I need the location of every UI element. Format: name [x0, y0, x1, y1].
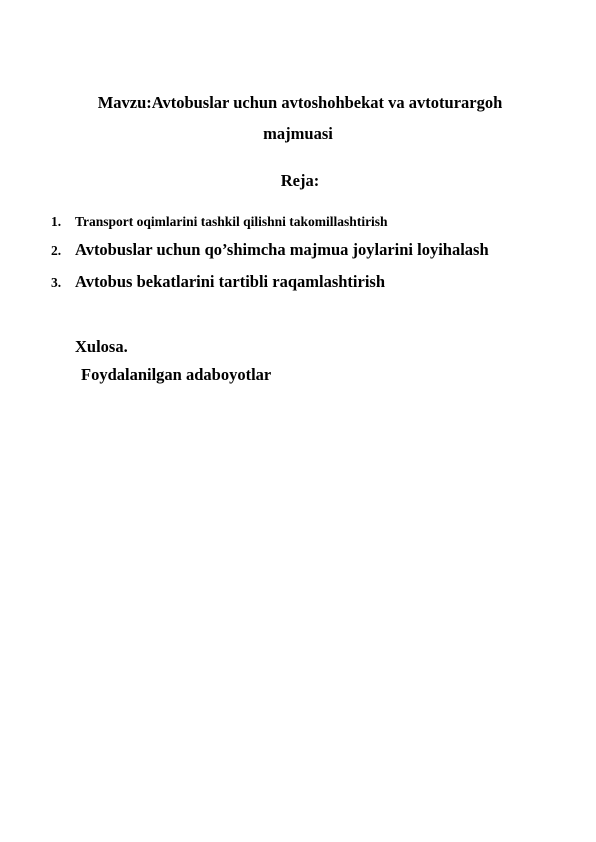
- page-title: Mavzu:Avtobuslar uchun avtoshohbekat va avtoturargoh: [97, 93, 503, 112]
- references-heading: Foydalanilgan adaboyotlar: [81, 365, 272, 384]
- list-item-number: 1.: [51, 214, 62, 229]
- list-item-number: 3.: [51, 275, 62, 290]
- list-item: [51, 272, 385, 292]
- list-item: [51, 240, 489, 260]
- list-item-number: 2.: [51, 243, 62, 258]
- list-item: [51, 213, 388, 231]
- list-item-text: Avtobus bekatlarini tartibli raqamlashtirish: [75, 272, 386, 291]
- conclusion-heading: Xulosa.: [75, 337, 128, 356]
- page-title-continuation: majmuasi: [263, 124, 333, 143]
- plan-heading: Reja:: [280, 171, 320, 190]
- list-item-text: Avtobuslar uchun qo’shimcha majmua joylarini loyihalash: [75, 240, 489, 259]
- list-item-text: Transport oqimlarini tashkil qilishni takomillashtirish: [75, 214, 388, 229]
